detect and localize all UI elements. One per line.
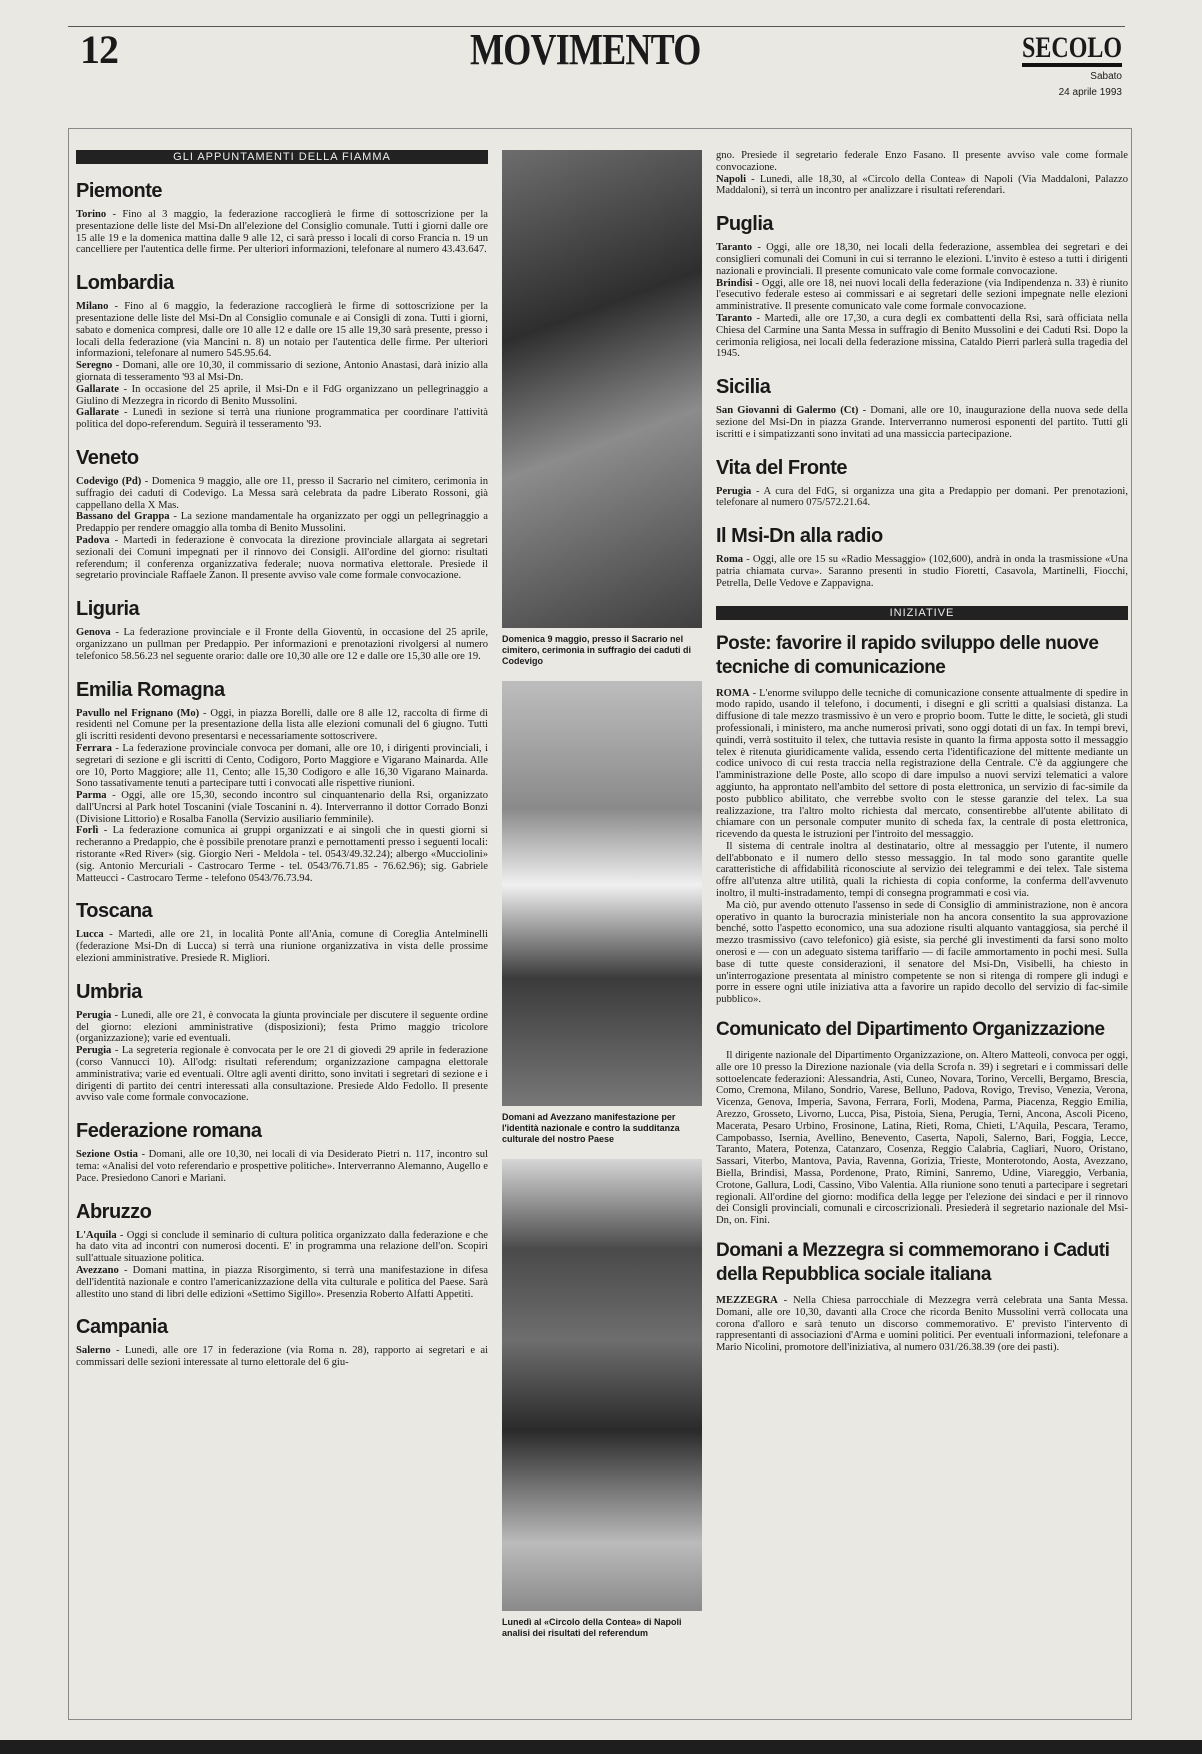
place-name: Taranto — [716, 312, 753, 324]
article-title: Poste: favorire il rapido sviluppo delle nuove tecniche di comunicazione — [716, 632, 1099, 678]
place-name: Torino — [76, 209, 107, 220]
notice-text: - Domenica 9 maggio, alle ore 11, presso il Sacrario nel cimitero, cerimonia in suffragio dei caduti di Codevigo. La Messa sarà celebrata da padre Liberato Rossoni, già cappellano della X Mas. — [76, 475, 488, 511]
notice-text: - Oggi, alle ore 15 su «Radio Messaggio» (102,600), andrà in onda la trasmissione «Una patria chiamata curva». Saranno presenti in studio Fioretti, Casavola, Martinelli, Fiocchi, Petrella, Delle Vedove e Zappavigna. — [716, 554, 1128, 589]
article-text: Il dirigente nazionale del Dipartimento Organizzazione, on. Altero Matteoli, convoca per oggi, alle ore 10 presso la Direzione nazionale (via della Scrofa n. 39) i segretari e i commissari delle sottoelencate federazioni: Alessandria, Asti, Cuneo, Novara, Torino, Vercelli, Bergamo, Brescia, Como, Cremona, Milano, Sondrio, Varese, Belluno, Padova, Rovigo, Treviso, Venezia, Verona, Vicenza, Genova, Imperia, Savona, Ferrara, Forlì, Modena, Parma, Piacenza, Reggio Emilia, Arezzo, Grosseto, Livorno, Lucca, Pisa, Pistoia, Siena, Perugia, Terni, Ancona, Ascoli Piceno, Macerata, Pesaro Urbino, Frosinone, Latina, Rieti, Roma, Chieti, L'Aquila, Pescara, Teramo, Campobasso, Isernia, Avellino, Benevento, Caserta, Napoli, Salerno, Bari, Foggia, Lecce, Taranto, Matera, Potenza, Catanzaro, Cosenza, Reggio Calabria, Cagliari, Nuoro, Oristano, Sassari, Viterbo, Mantova, Pavia, Ravenna, Gorizia, Trieste, Monterotondo, Aosta, Avezzano, Biella, Brindisi, Massa, Pordenone, Prato, Rimini, Sanremo, Udine, Viareggio, Verbania, Crotone, Gallura, Lodi, Cassino, Vibo Valentia. Alla riunione sono tenuti a partecipare i segretari regionali. All'ordine del giorno: modifica della legge per l'elezione dei sindaci e per il rinnovo dei Consigli provinciali, comunali e circoscrizionali. Presiederà il segretario nazionale del Msi-Dn, on. Fini. — [716, 1050, 1128, 1227]
notice-paragraph — [76, 627, 488, 662]
photo-caption: Lunedì al «Circolo della Contea» di Napoli analisi dei risultati del referendum — [502, 1617, 682, 1638]
right-articles — [716, 632, 1128, 1354]
notice-paragraph — [76, 209, 488, 256]
newspaper-logo: SECOLO — [1022, 33, 1122, 67]
notice-text: - Domani, alle ore 10,30, nei locali di via Desiderato Pietri n. 117, incontro sul tema: «Analisi del voto referendario e prospettive politiche». Interverranno Alemanno, Augello e Pace. Presiedono Canori e Mariani. — [76, 1149, 488, 1184]
region-heading: Federazione romana — [76, 1120, 262, 1143]
place-name: Avezzano — [76, 1265, 119, 1277]
notice-text: - Oggi si conclude il seminario di cultura politica organizzato dalla federazione e che ha dato vita ad incontri con numerosi docenti. E' in programma una relazione dell'on. Scopiri sull'attuale situazione politica. — [76, 1229, 488, 1265]
region-heading: Liguria — [76, 598, 140, 621]
article-paragraph — [716, 1050, 1128, 1227]
article-text: - L'enorme sviluppo delle tecniche di comunicazione consente attualmente di spedire in modo rapido, usando il telefono, i documenti, i disegni e gli scritti a qualsiasi distanza. La diffusione di tale mezzo trasmissivo è un vero e proprio boom. Tutte le ditte, le società, gli studi professionali, i ministero, ma anche numerosi privati, sono oggi dotati di un fax. In tempi brevi, quindi, verrà sostituito il telex, che tuttavia resiste in quanto la firma apposta sotto il messaggio telex è ritenuta giuridicamente valida, essendo certa l'identificazione del mittente mediante un codice univoco di cui resta traccia nella registrazione della Centrale. C'è da aggiungere che l'amministrazione delle Poste, allo scopo di dare impulso a nuovi servizi telematici a valore aggiunto, ha approntato nell'ambito del settore di posta elettronica, un servizio di fac-simile da posto pubblico abilitato, che verrebbe svolto con le stesse garanzie del telex. La sua realizzazione, tra l'altro molto richiesta dal mercato, consentirebbe all'utente abilitato di chiamare con un personale computer munito di scheda fax, la centrale di posta elettronica, ricevendo da questa le istruzioni per l'introito del messaggio. — [716, 687, 1128, 841]
notice-text: - Oggi, alle ore 18,30, nei locali della federazione, assemblea dei segretari e dei consiglieri comunali dei Comuni in cui si terranno le elezioni. L'invito è esteso a tutti i dirigenti nazionali e provinciali. Il presente comunicato vale come formale convocazione. — [716, 242, 1128, 277]
place-name: Perugia — [76, 1045, 112, 1057]
place-name: Milano — [76, 301, 109, 313]
notice-text: - La federazione provinciale convoca per domani, alle ore 10, i dirigenti provinciali, i segretari di sezione e gli iscritti di Cento, Codigoro, Porto Maggiore e Vigarano Mainarda. Alle ore 10, Porto Maggiore; alle 11, Cento; alle 15,30 Codigoro e alle 16,30 Vigarano Mainarda. Sono tassativamente tenuti a partecipare tutti i convocati alle rispettive riunioni. — [76, 742, 488, 790]
region-heading: Toscana — [76, 900, 153, 923]
notice-paragraph — [76, 743, 488, 790]
region-heading: Lombardia — [76, 272, 174, 295]
notice-text: - Lunedì, alle 18,30, al «Circolo della Contea» di Napoli (Via Maddaloni, Palazzo Maddaloni), si terrà un incontro per analizzare i risultati referendari. — [716, 173, 1128, 197]
notice-paragraph — [716, 486, 1128, 510]
place-name: MEZZEGRA — [716, 1295, 778, 1306]
notice-paragraph — [76, 1045, 488, 1104]
place-name: Seregno — [76, 360, 113, 372]
issue-day: Sabato — [1090, 71, 1122, 82]
notice-text: - Lunedì, alle ore 17 in federazione (via Roma n. 28), rapporto ai segretari e ai commissari delle sezioni interessate al turno elettorale del 6 giu- — [76, 1345, 488, 1369]
article-text: - Nella Chiesa parrocchiale di Mezzegra verrà celebrata una Santa Messa. Domani, alle ore 10,30, davanti alla Croce che ricorda Benito Mussolini verrà collocata una corona d'alloro e sarà tenuto un discorso commemorativo. E' previsto l'intervento di rappresentanti di associazioni d'Arma e uomini politici. Per eventuali informazioni, telefonare a Mario Nicolini, promotore dell'iniziativa, al numero 031/26.38.39 (ore dei pasti). — [716, 1295, 1128, 1354]
left-regions — [76, 180, 488, 1369]
notice-text: - La sezione mandamentale ha organizzato per oggi un pellegrinaggio a Predappio per rendere omaggio alla tomba di Benito Mussolini. — [76, 511, 488, 535]
notice-text: - Fino al 3 maggio, la federazione raccoglierà le firme di sottoscrizione per la presentazione delle liste del Msi-Dn all'elezione del Consiglio comunale. Tutti i giorni dalle ore 15 alle 19 e la domenica mattina dalle 9 alle 12, ci sarà presso i locali di corso Francia n. 19 un cancelliere per l'autentica delle firme. Per ulteriori informazioni, telefonare al numero 43.43.647. — [76, 209, 488, 256]
continuation-text: gno. Presiede il segretario federale Enzo Fasano. Il presente avviso vale come formale convocazione. — [716, 150, 1128, 173]
notice-paragraph — [716, 554, 1128, 589]
notice-text: - Lunedì, alle ore 21, è convocata la giunta provinciale per discutere il seguente ordine del giorno: elezioni amministrative (disposizioni); festa Primo maggio tricolore (organizzazione); varie ed eventuali. — [76, 1009, 488, 1045]
iniziative-banner: INIZIATIVE — [716, 606, 1128, 620]
article-paragraph — [716, 841, 1128, 900]
notice-paragraph — [716, 313, 1128, 360]
notice-text: - Domani, alle ore 10,30, il commissario di sezione, Antonio Anastasi, darà inizio alla giornata di tesseramento '93 al Msi-Dn. — [76, 360, 488, 383]
notice-text: - La federazione provinciale e il Fronte della Gioventù, in occasione del 25 aprile, organizzano un pullman per Predappio. Per informazioni e prenotazioni rivolgersi al numero telefonico 58.56.23 nel seguente orario: dalle ore 10,30 alle ore 12 e dalle ore 15,30 alle ore 19. — [76, 627, 488, 662]
notice-text: - Oggi, alle ore 15,30, secondo incontro sul cinquantenario della Rsi, organizzato dall'Uncrsi al Park hotel Toscanini (viale Toscanini n. 4). Interverranno il dottor Corrado Bonzi (Divisione Littorio) e Rosalba Fanolla (Servizio ausiliario femminile). — [76, 790, 488, 825]
article-title: Domani a Mezzegra si commemorano i Caduti della Repubblica sociale italiana — [716, 1240, 1110, 1285]
region-heading: Veneto — [76, 446, 139, 469]
place-name: Forlì — [76, 825, 99, 837]
place-name: Taranto — [716, 242, 753, 254]
notice-paragraph — [716, 278, 1128, 313]
notice-paragraph — [76, 360, 488, 384]
article-title: Comunicato del Dipartimento Organizzazione — [716, 1019, 1105, 1041]
region-heading: Abruzzo — [76, 1200, 152, 1223]
place-name: Ferrara — [76, 742, 112, 754]
place-name: Bassano del Grappa — [76, 511, 170, 523]
notice-paragraph — [76, 511, 488, 535]
notice-paragraph — [76, 407, 488, 431]
notice-text: - Domani, alle ore 10, inaugurazione della nuova sede della sezione del Msi-Dn in piazza Grande. Interverranno numerosi esponenti del partito. Tutti gli iscritti e i simpatizzanti sono invitati ad una massiccia partecipazione. — [716, 405, 1128, 440]
photo-avezzano — [502, 681, 702, 1106]
place-name: Brindisi — [716, 277, 753, 289]
photo-napoli — [502, 1159, 702, 1611]
notice-text: - Martedì, alle ore 17,30, a cura degli ex combattenti della Rsi, sarà officiata nella Chiesa del Carmine una Santa Messa in suffragio di Benito Mussolini e dei Caduti Rsi. Dopo la cerimonia religiosa, nei locali della federazione missina, Cataldo Pierri parlerà sulla tragedia del 1945. — [716, 312, 1128, 360]
left-banner: GLI APPUNTAMENTI DELLA FIAMMA — [76, 150, 488, 164]
notice-paragraph — [76, 1345, 488, 1369]
article-paragraph — [716, 688, 1128, 841]
notice-text: - Oggi, alle ore 18, nei nuovi locali della federazione (via Indipendenza n. 33) è riunito l'esecutivo federale esteso ai commissari e ai segretari delle sezioni impegnate nelle elezioni amministrative. Il presente comunicato vale come formale convocazione. — [716, 277, 1128, 313]
place-name: L'Aquila — [76, 1229, 117, 1241]
photo-column — [502, 150, 702, 1720]
place-name: Pavullo nel Frignano (Mo) — [76, 707, 200, 719]
place-name: Parma — [76, 790, 107, 802]
article-paragraph — [716, 1295, 1128, 1354]
notice-paragraph — [76, 929, 488, 964]
notice-text: - Martedì in federazione è convocata la direzione provinciale allargata ai segretari sezionali dei Comuni impegnati per il rinnovo dei Consigli. All'ordine del giorno: risultati referendum; il conferenza organizzativa federale; nuova normativa elettorale. Presiede il segretario provinciale Raffaele Zanon. Il presente avviso vale come formale convocazione. — [76, 534, 488, 582]
region-heading: Puglia — [716, 213, 774, 236]
article-paragraph — [716, 900, 1128, 1006]
notice-paragraph — [76, 1010, 488, 1045]
napoli-notice — [716, 174, 1128, 198]
masthead — [997, 33, 1122, 99]
article-text: Ma ciò, pur avendo ottenuto l'assenso in sede di Consiglio di amministrazione, non è ancora operativo in quanto la burocrazia ministeriale non ha ancora consentito la sua approvazione benché, sotto l'aspetto economico, una sua adozione risulti alquanto vantaggiosa, sia perché il mezzo trasmissivo (cavo telefonico) già esiste, sia perché gli investimenti da farsi sono molto onerosi e — con un adeguato sistema tariffario — di facile ammortamento in pochi mesi. Sulla base di tutte queste considerazioni, il senatore del Msi-Dn, Visibelli, ha chiesto in un'interrogazione presentata al ministro competente se non si ritenga di rompere gli indugi e porre in essere ogni utile iniziativa atta a favorire un rapido decollo del servizio di fac-simile pubblico». — [716, 899, 1128, 1006]
photo-codevigo — [502, 150, 702, 628]
region-heading: Il Msi-Dn alla radio — [716, 525, 883, 548]
place-name: San Giovanni di Galermo (Ct) — [716, 405, 859, 417]
region-heading: Sicilia — [716, 376, 771, 399]
place-name: Perugia — [716, 485, 752, 497]
photo-caption: Domenica 9 maggio, presso il Sacrario nel cimitero, cerimonia in suffragio dei caduti di Codevigo — [502, 634, 692, 666]
notice-text: - Oggi, in piazza Borelli, dalle ore 8 alle 12, raccolta di firme di residenti nel Comune per la presentazione della lista alle elezioni comunali del 6 giugno. Tutti gli iscritti residenti devono presentarsi e necessariamente sottoscrivere. — [76, 707, 488, 743]
notice-paragraph — [76, 708, 488, 743]
notice-paragraph — [716, 405, 1128, 440]
notice-paragraph — [76, 1149, 488, 1184]
notice-paragraph — [76, 1230, 488, 1265]
place-name: Salerno — [76, 1345, 111, 1357]
bottom-strip — [0, 1740, 1202, 1754]
section-title: MOVIMENTO — [470, 25, 701, 74]
place-name: Napoli — [716, 173, 747, 185]
notice-paragraph — [76, 790, 488, 825]
notice-paragraph — [76, 384, 488, 408]
place-name: Gallarate — [76, 383, 119, 395]
notice-text: - In occasione del 25 aprile, il Msi-Dn e il FdG organizzano un pellegrinaggio a Giulino di Mezzegra in ricordo di Benito Mussolini. — [76, 383, 488, 407]
photo-caption: Domani ad Avezzano manifestazione per l'identità nazionale e contro la sudditanza culturale del nostro Paese — [502, 1112, 680, 1144]
notice-paragraph — [716, 242, 1128, 277]
notice-text: - Lunedì in sezione si terrà una riunione programmatica per coordinare l'attività politica del dopo-referendum. Seguirà il tesseramento '93. — [76, 407, 488, 431]
region-heading: Umbria — [76, 980, 142, 1003]
page-number: 12 — [80, 27, 118, 72]
notice-paragraph — [76, 476, 488, 511]
region-heading: Piemonte — [76, 180, 163, 202]
place-name: Lucca — [76, 929, 104, 941]
notice-text: - La federazione comunica ai gruppi organizzati e ai singoli che in questi giorni si recheranno a Predappio, che è possibile prenotare pranzi e pernottamenti presso i seguenti locali: ristorante «Red River» (sig. Giorgio Neri - Meldola - tel. 0543/49.32.24); albergo «Mucciolini» (sig. Antonio Mercuriali - Castrocaro Terme - tel. 0543/76.71.85 - 76.62.96); sig. Gabriele Matteucci - Castrocaro Terme - telefono 0543/76.73.94. — [76, 825, 488, 884]
left-column — [76, 150, 488, 1720]
notice-text: - Martedì, alle ore 21, in località Ponte all'Ania, comune di Coreglia Antelminelli (federazione Msi-Dn di Lucca) si terrà una riunione organizzativa in vista delle prossime elezioni amministrative. Presiede R. Migliori. — [76, 929, 488, 965]
place-name: Sezione Ostia — [76, 1149, 138, 1161]
place-name: ROMA — [716, 687, 750, 699]
notice-text: - Fino al 6 maggio, la federazione raccoglierà le firme di sottoscrizione per la presentazione delle liste del Msi-Dn al Consiglio comunale e ai Consigli di zona. Tutti i giorni, sabato e domenica compresi, dalle ore 10 alle 12 e dalle ore 15 alle 19,30 sarà presente, presso i locali della federazione (via Mancini n. 8) un notaio per l'autentica delle firme. Per ulteriori informazioni, telefonare al numero 545.95.64. — [76, 301, 488, 360]
article-text: Il sistema di centrale inoltra al destinatario, oltre al messaggio per l'utente, il numero dell'abbonato e il numero dello stesso messaggio. In tal modo sono garantite quelle caratteristiche di affidabilità riconosciute al servizio dei telegrammi e dei telex. Tale sistema offre all'utenza altre utilità, quali la richiesta di copia conforme, la conferma dell'avvenuto inoltro, il multi-instradamento, tempi di consegna programmati e così via. — [716, 840, 1128, 900]
region-heading: Vita del Fronte — [716, 456, 848, 479]
place-name: Gallarate — [76, 407, 119, 419]
notice-paragraph — [76, 825, 488, 884]
right-column — [716, 150, 1128, 1720]
notice-text: - A cura del FdG, si organizza una gita a Predappio per domani. Per prenotazioni, telefonare al numero 075/572.21.64. — [716, 485, 1128, 509]
notice-paragraph — [76, 535, 488, 582]
place-name: Genova — [76, 627, 111, 639]
notice-text: - La segreteria regionale è convocata per le ore 21 di giovedì 29 aprile in federazione (corso Vannucci 10). All'odg: risultati referendum; organizzazione campagna elettorale amministrativa; varie ed eventuali. Oltre agli aventi diritto, sono invitati i segretari di sezione e i dirigenti di partito dei centri interessati alla consultazione. Presiede Aldo Fedollo. Il presente avviso vale come formale convocazione. — [76, 1045, 488, 1104]
notice-paragraph — [76, 1265, 488, 1300]
place-name: Codevigo (Pd) — [76, 475, 142, 487]
issue-date: 24 aprile 1993 — [1058, 87, 1122, 98]
region-heading: Campania — [76, 1316, 168, 1339]
right-regions — [716, 213, 1128, 589]
region-heading: Emilia Romagna — [76, 678, 225, 701]
place-name: Perugia — [76, 1009, 112, 1021]
place-name: Padova — [76, 534, 110, 546]
place-name: Roma — [716, 554, 744, 566]
notice-paragraph — [76, 301, 488, 360]
notice-text: - Domani mattina, in piazza Risorgimento, si terrà una manifestazione in difesa dell'identità nazionale e contro l'americanizzazione della vita culturale e politica del Paese. Sarà allestito uno stand di libri delle edizioni «Settimo Sigillo». Presenzia Roberto Alfatti Appetiti. — [76, 1265, 488, 1300]
